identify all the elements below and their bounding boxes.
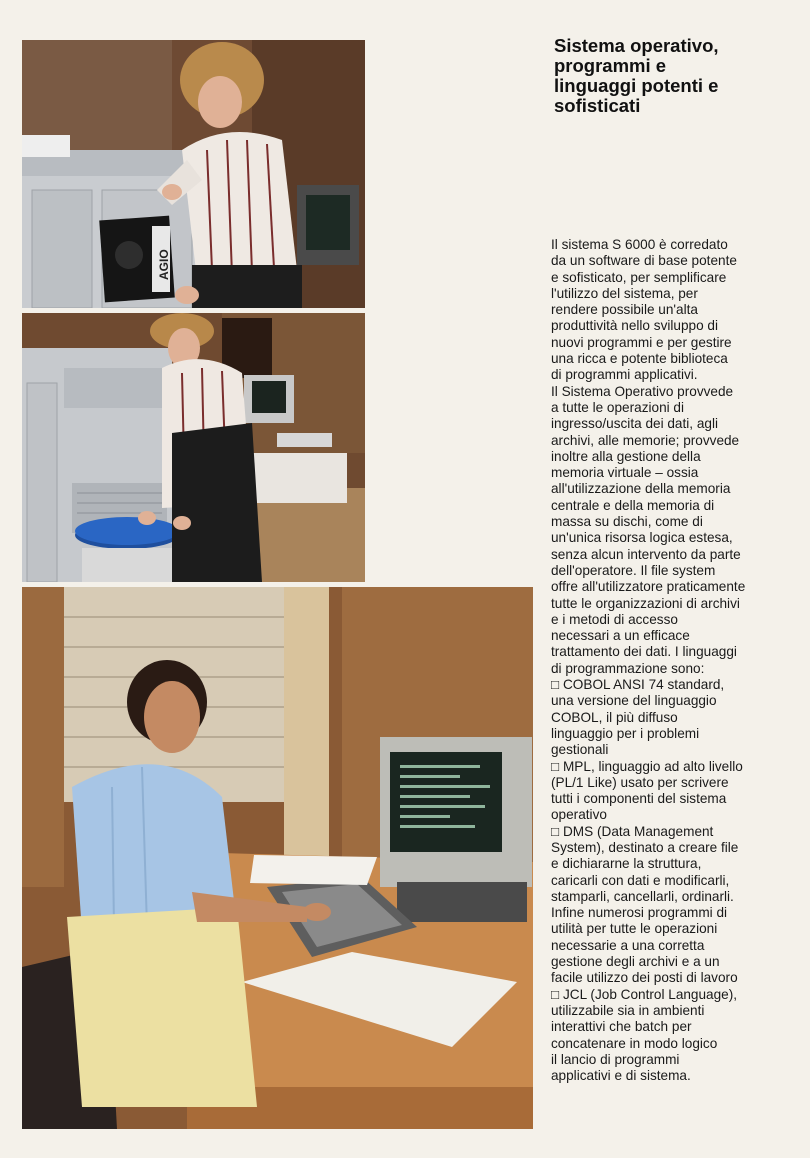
photo-disk-pack-loading xyxy=(22,313,365,582)
body-line: l'utilizzo del sistema, per xyxy=(551,285,698,301)
body-line: archivi, alle memorie; provvede xyxy=(551,432,740,448)
body-line: linguaggio per i problemi xyxy=(551,725,700,741)
body-line: □ JCL (Job Control Language), xyxy=(551,986,738,1002)
body-line: e sofisticato, per semplificare xyxy=(551,269,727,285)
body-line: rendere possibile un'alta xyxy=(551,302,698,318)
section-title xyxy=(554,36,794,116)
body-line: all'utilizzazione della memoria xyxy=(551,481,731,497)
body-line: (PL/1 Like) usato per scrivere xyxy=(551,774,729,790)
body-line: utilizzabile sia in ambienti xyxy=(551,1002,705,1018)
body-line: offre all'utilizzatore praticamente xyxy=(551,579,746,595)
body-line: □ MPL, linguaggio ad alto livello xyxy=(551,758,743,774)
body-text xyxy=(551,237,801,1084)
body-line: concatenare in modo logico xyxy=(551,1035,718,1051)
title-line: sofisticati xyxy=(554,95,641,116)
title-line: programmi e xyxy=(554,55,667,76)
body-line: ingresso/uscita dei dati, agli xyxy=(551,416,718,432)
body-line: e i metodi di accesso xyxy=(551,611,678,627)
body-line: il lancio di programmi xyxy=(551,1051,680,1067)
body-line: trattamento dei dati. I linguaggi xyxy=(551,644,737,660)
body-line: produttività nello sviluppo di xyxy=(551,318,719,334)
body-line: Infine numerosi programmi di xyxy=(551,905,728,921)
body-line: stamparli, cancellarli, ordinarli. xyxy=(551,888,734,904)
body-line: utilità per tutte le operazioni xyxy=(551,921,718,937)
body-line: memoria virtuale – ossia xyxy=(551,465,699,481)
photo-terminal-operator xyxy=(22,587,533,1129)
body-line: System), destinato a creare file xyxy=(551,839,739,855)
body-line: nuovi programmi e per gestire xyxy=(551,334,732,350)
body-line: necessari a un efficace xyxy=(551,628,690,644)
body-line: una ricca e potente biblioteca xyxy=(551,351,728,367)
body-line: interattivi che batch per xyxy=(551,1019,692,1035)
title-line: Sistema operativo, xyxy=(554,35,719,56)
body-line: e dichiararne la struttura, xyxy=(551,856,702,872)
body-line: COBOL, il più diffuso xyxy=(551,709,678,725)
body-line: gestione degli archivi e a un xyxy=(551,954,720,970)
body-line: senza alcun intervento da parte xyxy=(551,546,741,562)
body-line: gestionali xyxy=(551,742,609,758)
body-line: necessarie a una corretta xyxy=(551,937,705,953)
body-line: massa su dischi, come di xyxy=(551,514,703,530)
body-line: facile utilizzo dei posti di lavoro xyxy=(551,970,738,986)
body-line: applicativi e di sistema. xyxy=(551,1068,691,1084)
body-line: operativo xyxy=(551,807,607,823)
body-line: da un software di base potente xyxy=(551,253,737,269)
body-line: inoltre alla gestione della xyxy=(551,448,701,464)
body-line: a tutte le operazioni di xyxy=(551,399,685,415)
body-line: dell'operatore. Il file system xyxy=(551,562,716,578)
body-line: tutte le organizzazioni di archivi xyxy=(551,595,740,611)
body-line: di programmi applicativi. xyxy=(551,367,698,383)
body-line: caricarli con dati e modificarli, xyxy=(551,872,730,888)
body-line: Il Sistema Operativo provvede xyxy=(551,383,734,399)
body-line: una versione del linguaggio xyxy=(551,693,717,709)
body-line: □ COBOL ANSI 74 standard, xyxy=(551,677,725,693)
photo-diskette-insertion xyxy=(22,40,365,308)
body-line: □ DMS (Data Management xyxy=(551,823,714,839)
body-line: centrale e della memoria di xyxy=(551,497,715,513)
body-line: di programmazione sono: xyxy=(551,660,705,676)
body-line: un'unica risorsa logica estesa, xyxy=(551,530,733,546)
body-line: Il sistema S 6000 è corredato xyxy=(551,237,728,252)
title-line: linguaggi potenti e xyxy=(554,75,719,96)
disk-label-text: AGIO xyxy=(157,249,171,280)
body-line: tutti i componenti del sistema xyxy=(551,791,727,807)
